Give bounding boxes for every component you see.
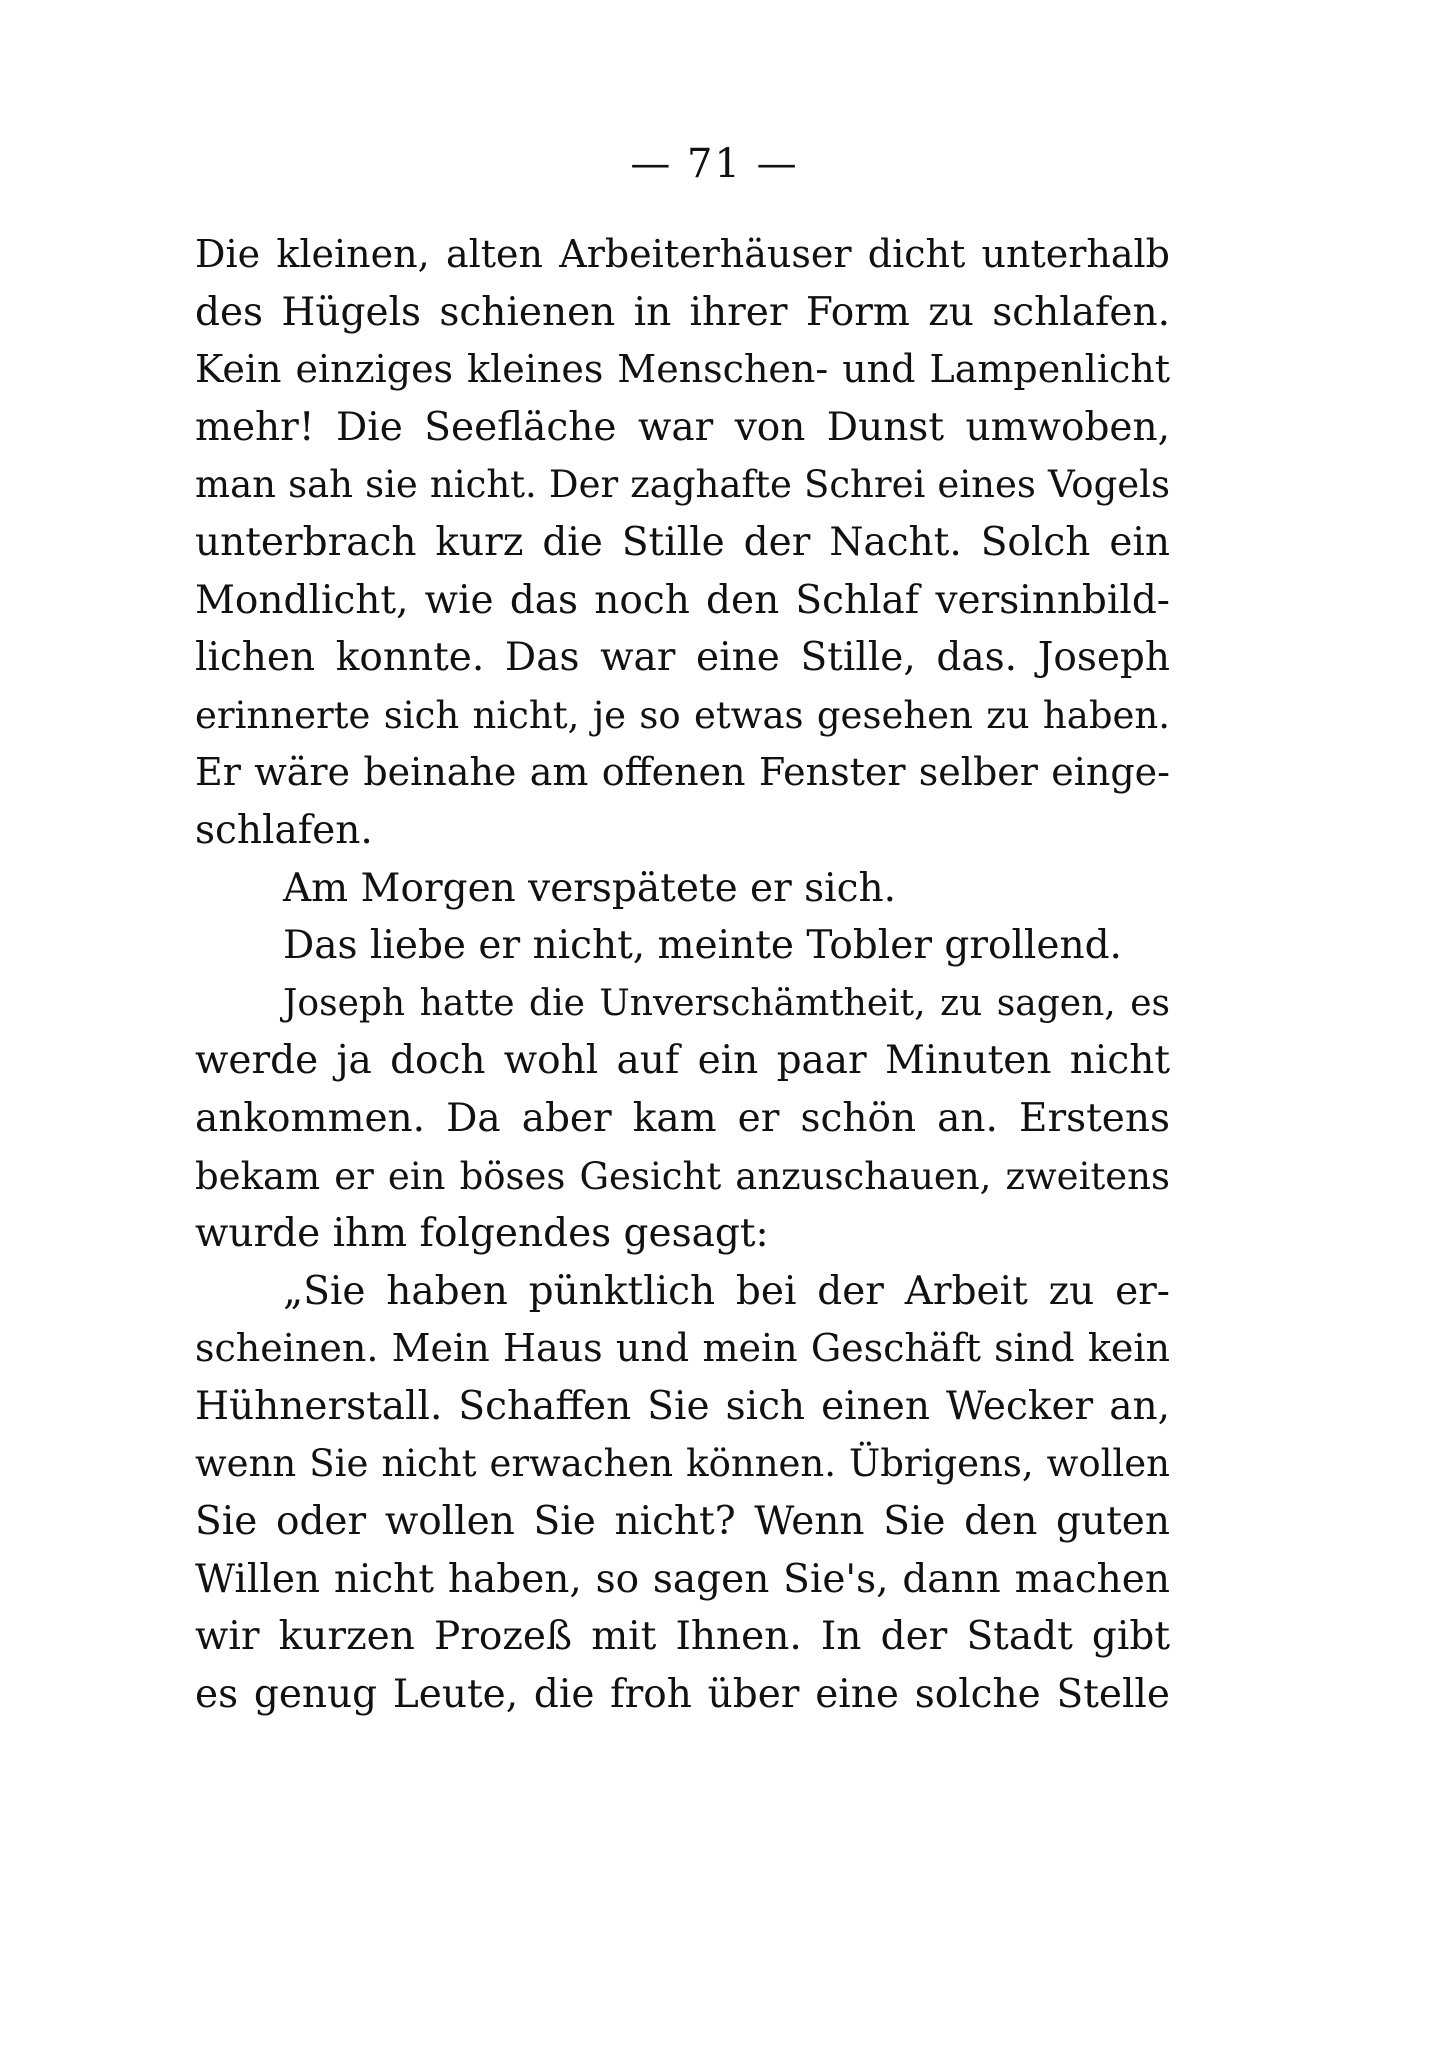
body-text	[195, 226, 1170, 1723]
text-line: Hühnerstall. Schaffen Sie sich einen Wecker an,	[195, 1383, 1170, 1429]
text-line: schlafen.	[195, 807, 373, 853]
text-line: wir kurzen Prozeß mit Ihnen. In der Stadt gibt	[195, 1614, 1170, 1660]
text-line: es genug Leute, die froh über eine solche Stelle	[195, 1671, 1170, 1717]
text-line: scheinen. Mein Haus und mein Geschäft sind kein	[195, 1326, 1170, 1371]
text-line: Sie oder wollen Sie nicht? Wenn Sie den guten	[195, 1499, 1170, 1545]
text-line: „Sie haben pünktlich bei der Arbeit zu er-	[283, 1268, 1170, 1314]
text-line: erinnerte sich nicht, je so etwas gesehen zu haben.	[195, 693, 1170, 737]
text-line: wurde ihm folgendes gesagt:	[195, 1211, 769, 1257]
text-line: Willen nicht haben, so sagen Sie's, dann machen	[195, 1556, 1170, 1602]
text-line: Das liebe er nicht, meinte Tobler grollend.	[283, 923, 1122, 969]
text-line: Er wäre beinahe am offenen Fenster selber einge-	[195, 750, 1170, 795]
text-line: Die kleinen, alten Arbeiterhäuser dicht unterhalb	[195, 232, 1170, 276]
text-line: ankommen. Da aber kam er schön an. Erstens	[195, 1095, 1170, 1141]
text-line: bekam er ein böses Gesicht anzuschauen, zweitens	[195, 1154, 1170, 1198]
text-line: des Hügels schienen in ihrer Form zu schlafen.	[195, 289, 1170, 335]
text-line: unterbrach kurz die Stille der Nacht. Solch ein	[195, 519, 1170, 565]
text-line: wenn Sie nicht erwachen können. Übrigens, wollen	[195, 1442, 1170, 1486]
text-line: Am Morgen verspätete er sich.	[283, 865, 897, 911]
text-line: lichen konnte. Das war eine Stille, das. Joseph	[195, 635, 1170, 681]
text-line: Joseph hatte die Unverschämtheit, zu sagen, es	[283, 982, 1170, 1024]
page-number: — 71 —	[630, 141, 799, 187]
text-line: Mondlicht, wie das noch den Schlaf versinnbild-	[195, 577, 1170, 623]
text-line: mehr! Die Seefläche war von Dunst umwoben,	[195, 404, 1170, 450]
text-line: werde ja doch wohl auf ein paar Minuten nicht	[195, 1038, 1170, 1084]
text-line: man sah sie nicht. Der zaghafte Schrei eines Vogels	[195, 463, 1170, 507]
text-line: Kein einziges kleines Menschen- und Lampenlicht	[195, 347, 1170, 392]
